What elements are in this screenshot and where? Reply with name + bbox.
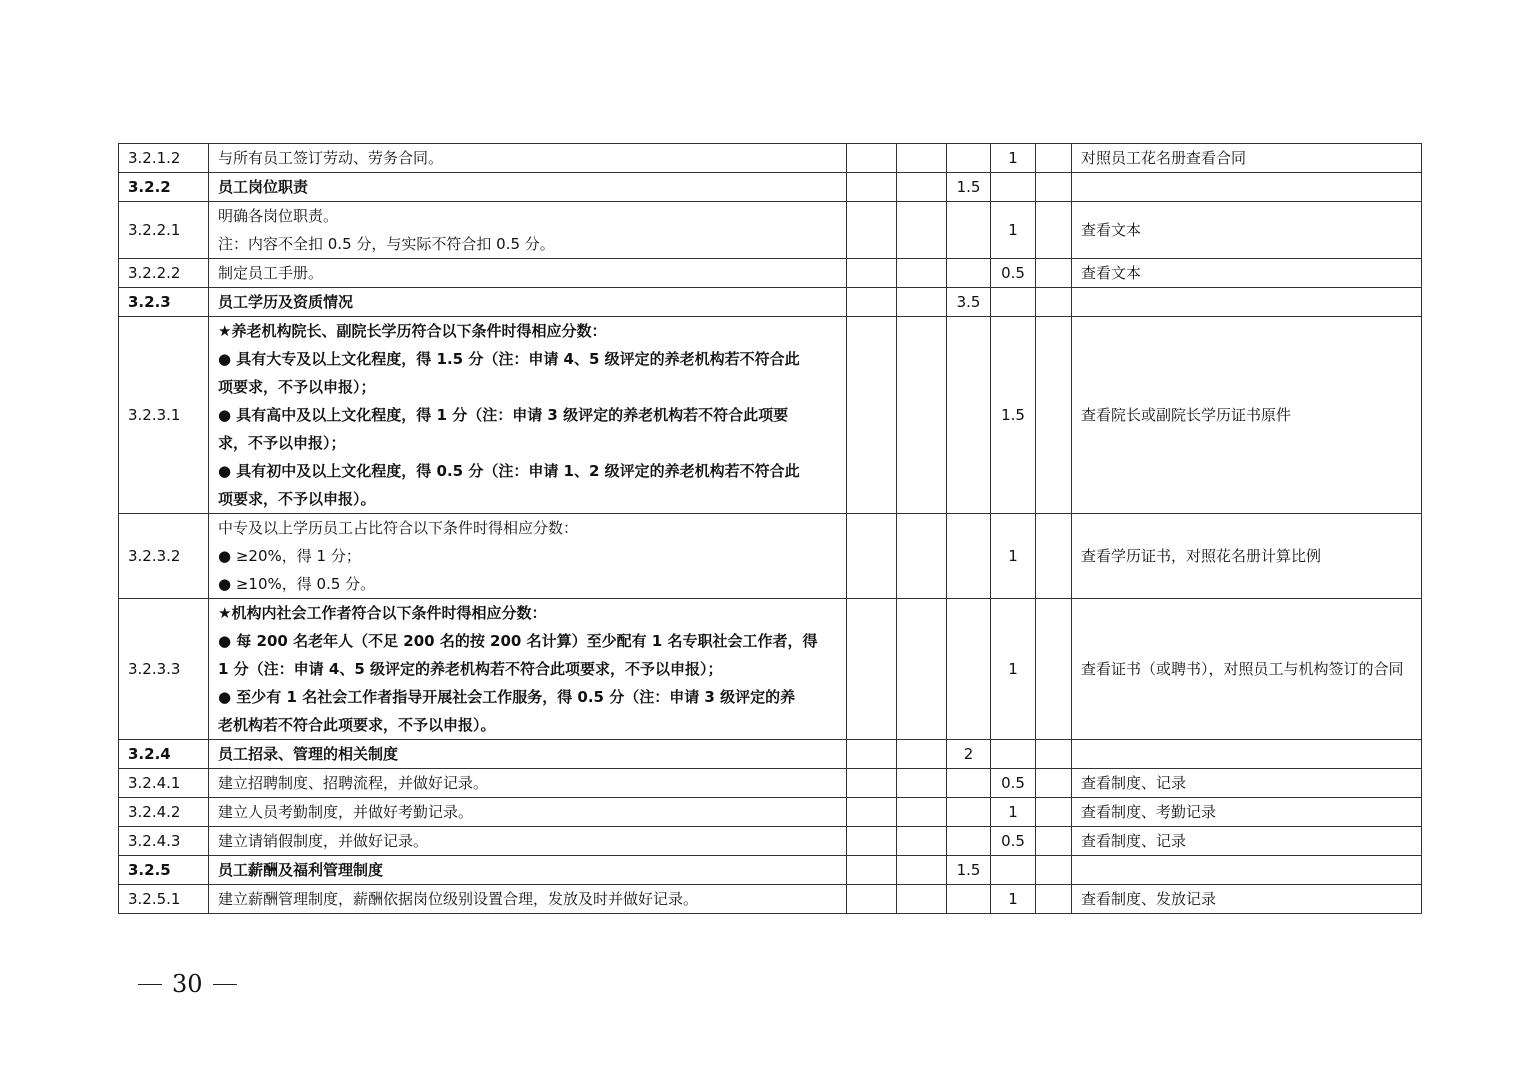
section-score — [947, 144, 991, 173]
item-code: 3.2.2 — [119, 173, 209, 202]
blank-col-b — [897, 599, 947, 740]
blank-col-b — [897, 144, 947, 173]
item-code: 3.2.5.1 — [119, 885, 209, 914]
blank-col-b — [897, 798, 947, 827]
table-row — [119, 317, 1422, 514]
blank-col-b — [897, 259, 947, 288]
blank-col-a — [847, 514, 897, 599]
table-row — [119, 173, 1422, 202]
item-code: 3.2.2.1 — [119, 202, 209, 259]
blank-col-c — [1036, 885, 1072, 914]
content-line: 明确各岗位职责。 — [218, 207, 339, 225]
item-score: 1 — [991, 885, 1036, 914]
item-code: 3.2.3.3 — [119, 599, 209, 740]
item-content — [209, 769, 847, 798]
blank-col-a — [847, 827, 897, 856]
blank-col-a — [847, 144, 897, 173]
blank-col-b — [897, 317, 947, 514]
item-code: 3.2.3.1 — [119, 317, 209, 514]
blank-col-a — [847, 769, 897, 798]
check-method — [1072, 740, 1422, 769]
blank-col-b — [897, 769, 947, 798]
blank-col-a — [847, 599, 897, 740]
blank-col-b — [897, 514, 947, 599]
item-score: 1.5 — [991, 317, 1036, 514]
item-content — [209, 599, 847, 740]
table-row — [119, 856, 1422, 885]
content-line: 老机构若不符合此项要求，不予以申报）。 — [218, 716, 496, 734]
section-score: 2 — [947, 740, 991, 769]
item-content — [209, 288, 847, 317]
page-footer — [128, 970, 247, 998]
item-content — [209, 317, 847, 514]
item-code: 3.2.4 — [119, 740, 209, 769]
table-body — [119, 144, 1422, 914]
table-row — [119, 599, 1422, 740]
section-score: 1.5 — [947, 856, 991, 885]
content-line: ● 至少有 1 名社会工作者指导开展社会工作服务，得 0.5 分（注：申请 3 级评定的养 — [218, 688, 796, 706]
item-score — [991, 173, 1036, 202]
item-content — [209, 885, 847, 914]
blank-col-c — [1036, 288, 1072, 317]
table-row — [119, 202, 1422, 259]
blank-col-a — [847, 259, 897, 288]
content-line: 员工薪酬及福利管理制度 — [218, 861, 384, 879]
table-row — [119, 259, 1422, 288]
section-score — [947, 514, 991, 599]
content-line: 建立薪酬管理制度，薪酬依据岗位级别设置合理，发放及时并做好记录。 — [218, 890, 699, 908]
table-row — [119, 514, 1422, 599]
item-score: 0.5 — [991, 769, 1036, 798]
blank-col-b — [897, 173, 947, 202]
check-method: 查看文本 — [1072, 202, 1422, 259]
content-line: 求，不予以申报）； — [218, 434, 346, 452]
item-content — [209, 259, 847, 288]
check-method: 查看学历证书，对照花名册计算比例 — [1072, 514, 1422, 599]
table-row — [119, 827, 1422, 856]
blank-col-c — [1036, 259, 1072, 288]
table-row — [119, 740, 1422, 769]
content-line: 建立招聘制度、招聘流程，并做好记录。 — [218, 774, 489, 792]
table-row — [119, 288, 1422, 317]
section-score — [947, 769, 991, 798]
section-score — [947, 798, 991, 827]
check-method — [1072, 173, 1422, 202]
content-line: 建立人员考勤制度，并做好考勤记录。 — [218, 803, 474, 821]
blank-col-c — [1036, 798, 1072, 827]
item-score: 1 — [991, 798, 1036, 827]
item-content — [209, 798, 847, 827]
content-line: 员工招录、管理的相关制度 — [218, 745, 399, 763]
content-line: 1 分（注：申请 4、5 级评定的养老机构若不符合此项要求，不予以申报）； — [218, 660, 723, 678]
item-score — [991, 856, 1036, 885]
item-content — [209, 740, 847, 769]
blank-col-a — [847, 202, 897, 259]
blank-col-c — [1036, 769, 1072, 798]
content-line: 项要求，不予以申报）； — [218, 378, 376, 396]
content-line: 中专及以上学历员工占比符合以下条件时得相应分数： — [218, 519, 579, 537]
section-score — [947, 317, 991, 514]
item-code: 3.2.2.2 — [119, 259, 209, 288]
item-score: 1 — [991, 144, 1036, 173]
content-line: ● 具有大专及以上文化程度，得 1.5 分（注：申请 4、5 级评定的养老机构若不符合此 — [218, 350, 800, 368]
footer-dash-right — [213, 984, 237, 985]
check-method: 查看制度、记录 — [1072, 827, 1422, 856]
blank-col-c — [1036, 144, 1072, 173]
blank-col-b — [897, 288, 947, 317]
check-method: 查看制度、考勤记录 — [1072, 798, 1422, 827]
blank-col-b — [897, 827, 947, 856]
section-score: 1.5 — [947, 173, 991, 202]
item-content — [209, 827, 847, 856]
content-line: 员工岗位职责 — [218, 178, 309, 196]
item-score: 1 — [991, 599, 1036, 740]
check-method: 查看文本 — [1072, 259, 1422, 288]
item-score: 1 — [991, 514, 1036, 599]
section-score — [947, 259, 991, 288]
blank-col-a — [847, 173, 897, 202]
section-score — [947, 202, 991, 259]
check-method: 对照员工花名册查看合同 — [1072, 144, 1422, 173]
item-score — [991, 740, 1036, 769]
blank-col-b — [897, 740, 947, 769]
item-score: 0.5 — [991, 827, 1036, 856]
content-line: 注：内容不全扣 0.5 分，与实际不符合扣 0.5 分。 — [218, 235, 555, 253]
item-score: 1 — [991, 202, 1036, 259]
check-method: 查看制度、记录 — [1072, 769, 1422, 798]
page-number: 30 — [172, 970, 203, 998]
content-line: 建立请销假制度，并做好记录。 — [218, 832, 429, 850]
blank-col-a — [847, 798, 897, 827]
blank-col-a — [847, 885, 897, 914]
check-method: 查看制度、发放记录 — [1072, 885, 1422, 914]
item-content — [209, 144, 847, 173]
blank-col-c — [1036, 317, 1072, 514]
item-code: 3.2.3 — [119, 288, 209, 317]
table-row — [119, 769, 1422, 798]
footer-dash-left — [138, 984, 162, 985]
check-method — [1072, 856, 1422, 885]
blank-col-c — [1036, 856, 1072, 885]
item-score: 0.5 — [991, 259, 1036, 288]
blank-col-b — [897, 856, 947, 885]
content-line: ★机构内社会工作者符合以下条件时得相应分数： — [218, 604, 547, 622]
content-line: 与所有员工签订劳动、劳务合同。 — [218, 149, 444, 167]
content-line: ● 具有高中及以上文化程度，得 1 分（注：申请 3 级评定的养老机构若不符合此项要 — [218, 406, 789, 424]
item-code: 3.2.5 — [119, 856, 209, 885]
check-method: 查看证书（或聘书），对照员工与机构签订的合同 — [1072, 599, 1422, 740]
table-row — [119, 144, 1422, 173]
blank-col-a — [847, 856, 897, 885]
content-line: ● ≥10%，得 0.5 分。 — [218, 575, 376, 593]
blank-col-c — [1036, 514, 1072, 599]
section-score — [947, 827, 991, 856]
blank-col-a — [847, 317, 897, 514]
item-code: 3.2.1.2 — [119, 144, 209, 173]
section-score: 3.5 — [947, 288, 991, 317]
item-code: 3.2.3.2 — [119, 514, 209, 599]
content-line: ● 具有初中及以上文化程度，得 0.5 分（注：申请 1、2 级评定的养老机构若不符合此 — [218, 462, 800, 480]
blank-col-a — [847, 288, 897, 317]
item-content — [209, 173, 847, 202]
table-row — [119, 798, 1422, 827]
blank-col-c — [1036, 740, 1072, 769]
blank-col-b — [897, 202, 947, 259]
content-line: 员工学历及资质情况 — [218, 293, 354, 311]
blank-col-c — [1036, 202, 1072, 259]
check-method: 查看院长或副院长学历证书原件 — [1072, 317, 1422, 514]
content-line: ● 每 200 名老年人（不足 200 名的按 200 名计算）至少配有 1 名专职社会工作者，得 — [218, 632, 818, 650]
item-content — [209, 202, 847, 259]
item-content — [209, 856, 847, 885]
item-score — [991, 288, 1036, 317]
blank-col-c — [1036, 173, 1072, 202]
item-code: 3.2.4.2 — [119, 798, 209, 827]
section-score — [947, 885, 991, 914]
section-score — [947, 599, 991, 740]
check-method — [1072, 288, 1422, 317]
content-line: ★养老机构院长、副院长学历符合以下条件时得相应分数： — [218, 322, 607, 340]
evaluation-table — [118, 143, 1422, 914]
blank-col-b — [897, 885, 947, 914]
table-row — [119, 885, 1422, 914]
blank-col-a — [847, 740, 897, 769]
content-line: 项要求，不予以申报）。 — [218, 490, 376, 508]
content-line: ● ≥20%，得 1 分； — [218, 547, 361, 565]
item-code: 3.2.4.1 — [119, 769, 209, 798]
blank-col-c — [1036, 599, 1072, 740]
content-line: 制定员工手册。 — [218, 264, 324, 282]
item-code: 3.2.4.3 — [119, 827, 209, 856]
blank-col-c — [1036, 827, 1072, 856]
item-content — [209, 514, 847, 599]
